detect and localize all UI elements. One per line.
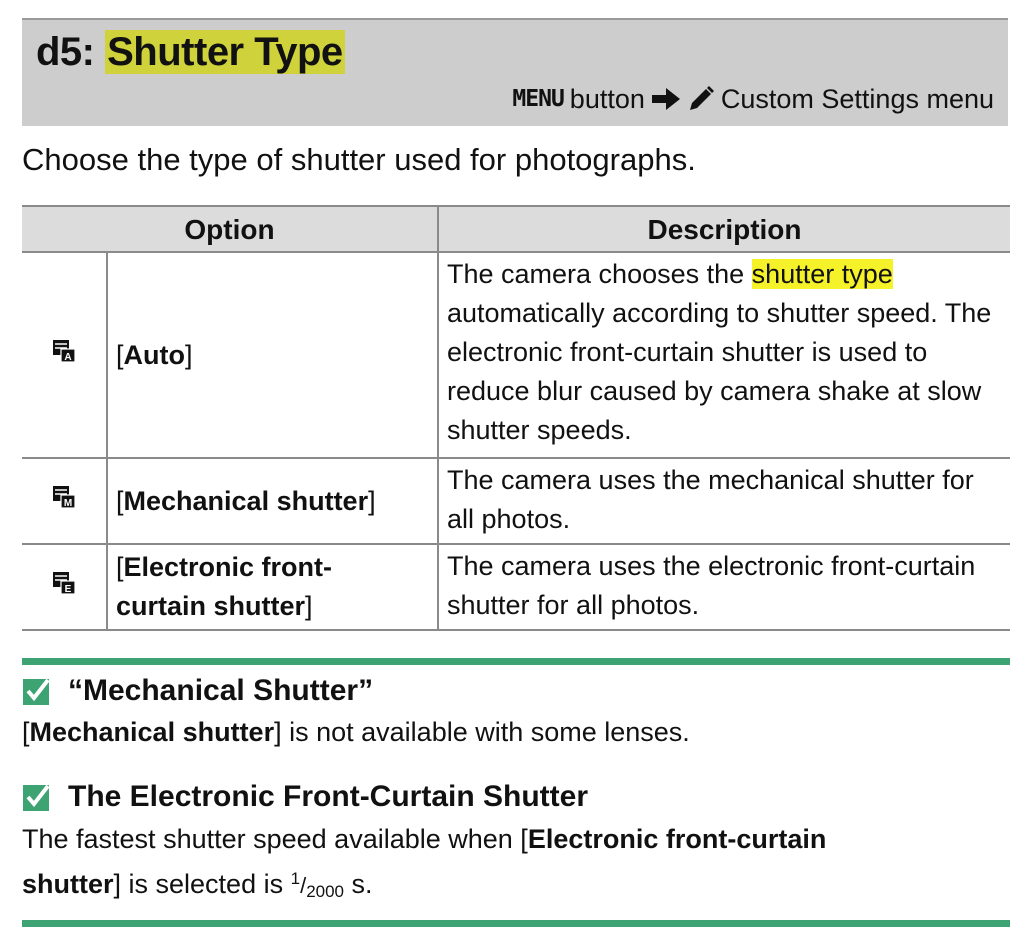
option-name: Mechanical shutter — [123, 485, 369, 516]
checkmark-icon — [22, 676, 52, 706]
fraction: $^1/_{2000}$ — [290, 869, 345, 901]
section-title: Shutter Type — [107, 30, 343, 74]
note-text: [Mechanical shutter] is not available with some lenses. — [22, 717, 690, 747]
pencil-icon — [687, 85, 715, 113]
table-row — [22, 458, 1010, 544]
svg-text:M: M — [63, 497, 73, 509]
option-name-cell: [Electronic front- curtain shutter] — [107, 544, 438, 630]
shutter-mechanical-icon — [51, 484, 77, 510]
option-name-cell: [Mechanical shutter] — [107, 458, 438, 544]
arrow-right-icon — [651, 87, 681, 111]
section-header — [22, 18, 1008, 126]
shutter-electronic-icon — [51, 570, 77, 596]
option-name-line2: curtain shutter — [116, 591, 306, 621]
menu-key-label: MENU — [512, 86, 564, 112]
option-name-line1: Electronic front- — [123, 552, 333, 582]
shutter-auto-icon — [51, 338, 77, 364]
option-description: The camera uses the electronic front-curtain shutter for all photos. — [438, 544, 1010, 630]
button-word: button — [569, 84, 645, 114]
menu-name: Custom Settings menu — [720, 84, 994, 114]
option-name: Auto — [123, 339, 185, 370]
table-row — [22, 544, 1010, 630]
intro-text: Choose the type of shutter used for photographs. — [22, 142, 696, 177]
table-header-row — [22, 206, 1010, 252]
svg-text:A: A — [64, 351, 72, 363]
option-description: The camera uses the mechanical shutter for all photos. — [438, 458, 1010, 544]
page-title — [36, 28, 345, 76]
section-divider — [22, 658, 1010, 665]
options-table — [22, 205, 1010, 631]
note-heading: The Electronic Front-Curtain Shutter — [22, 778, 588, 816]
menu-path — [512, 82, 994, 116]
section-code: d5: — [36, 30, 95, 74]
table-row — [22, 252, 1010, 458]
option-name-cell: [Auto] — [107, 252, 438, 458]
option-column-header: Option — [22, 206, 438, 252]
checkmark-icon — [22, 782, 52, 812]
section-divider — [22, 920, 1010, 927]
note-heading: “Mechanical Shutter” — [22, 672, 373, 710]
svg-text:E: E — [64, 583, 72, 595]
highlighted-text: shutter type — [751, 259, 893, 289]
note-text: The fastest shutter speed available when [Electronic front-curtain shutter] is selected is $^1/_{2000}$ s. — [22, 824, 827, 901]
description-column-header: Description — [438, 206, 1010, 252]
option-description: The camera chooses the shutter type automatically according to shutter speed. The electronic front-curtain shutter is used to reduce blur caused by camera shake at slow shutter speeds. — [438, 252, 1010, 458]
